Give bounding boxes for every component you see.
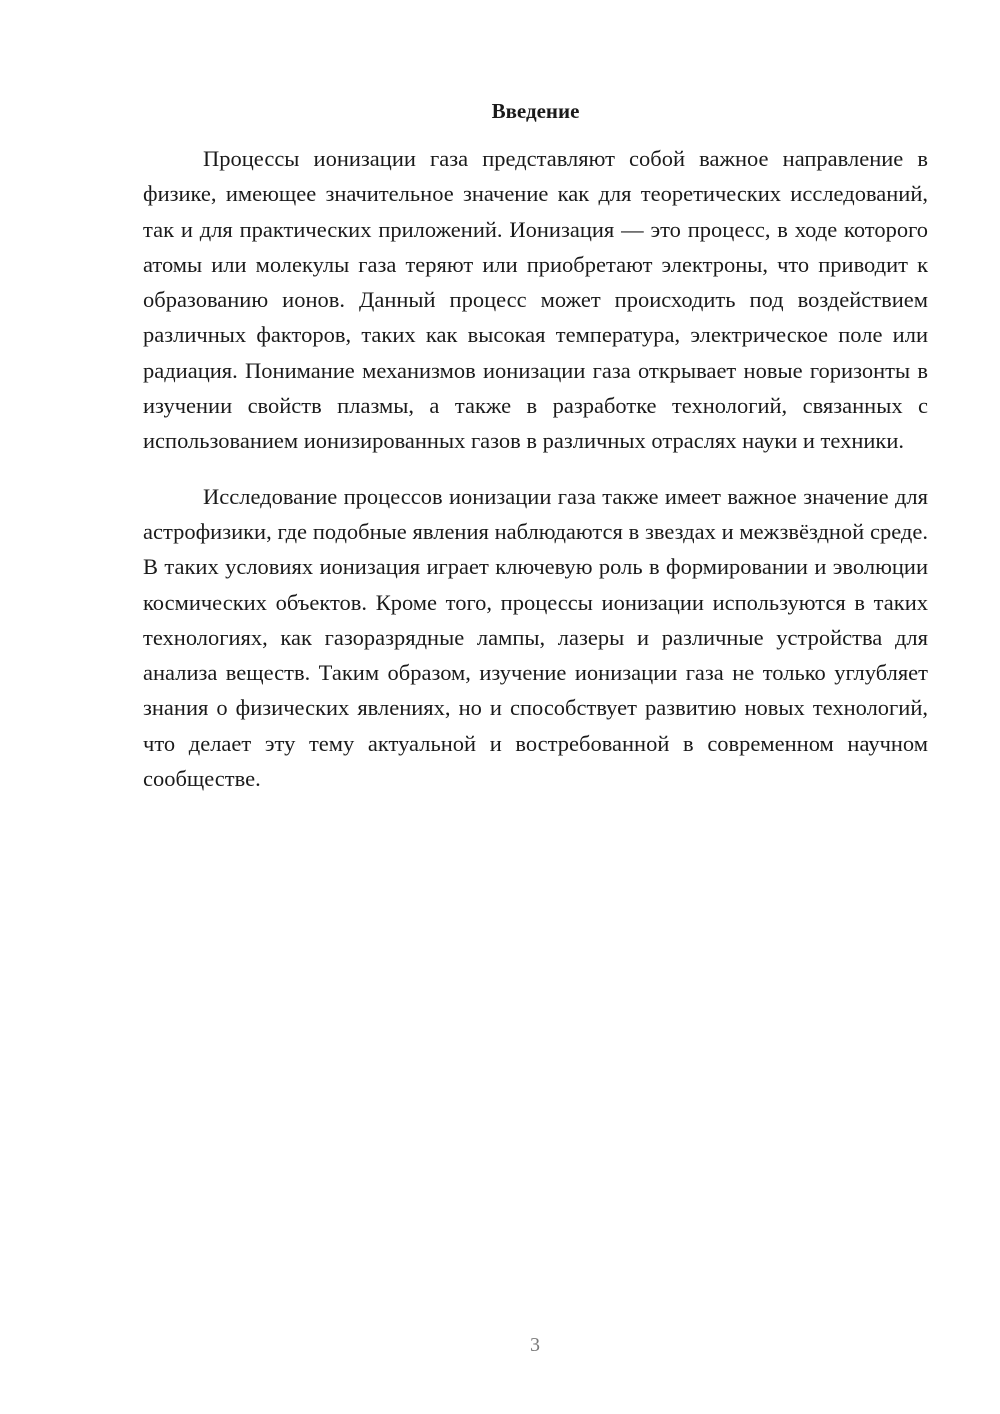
page-title: Введение [491,99,580,123]
paragraph-1: Процессы ионизации газа представляют собой важное направление в физике, имеющее значительное значение как для теоретических исследований, так и для практических приложений. Ионизация — это процесс, в ходе которого атомы или молекулы газа теряют или приобретают электроны, что приводит к образованию ионов. Данный процесс может происходить под воздействием различных факторов, таких как высокая температура, электрическое поле или радиация. Понимание механизмов ионизации газа открывает новые горизонты в изучении свойств плазмы, а также в разработке технологий, связанных с использованием ионизированных газов в различных отраслях науки и техники. [143,146,928,454]
page-number: 3 [530,1334,540,1356]
paragraph-2: Исследование процессов ионизации газа также имеет важное значение для астрофизики, где подобные явления наблюдаются в звездах и межзвёздной среде. В таких условиях ионизация играет ключевую роль в формировании и эволюции космических объектов. Кроме того, процессы ионизации используются в таких технологиях, как газоразрядные лампы, лазеры и различные устройства для анализа веществ. Таким образом, изучение ионизации газа не только углубляет знания о физических явлениях, но и способствует развитию новых технологий, что делает эту тему актуальной и востребованной в современном научном сообществе. [143,483,928,792]
body-text [143,141,928,796]
